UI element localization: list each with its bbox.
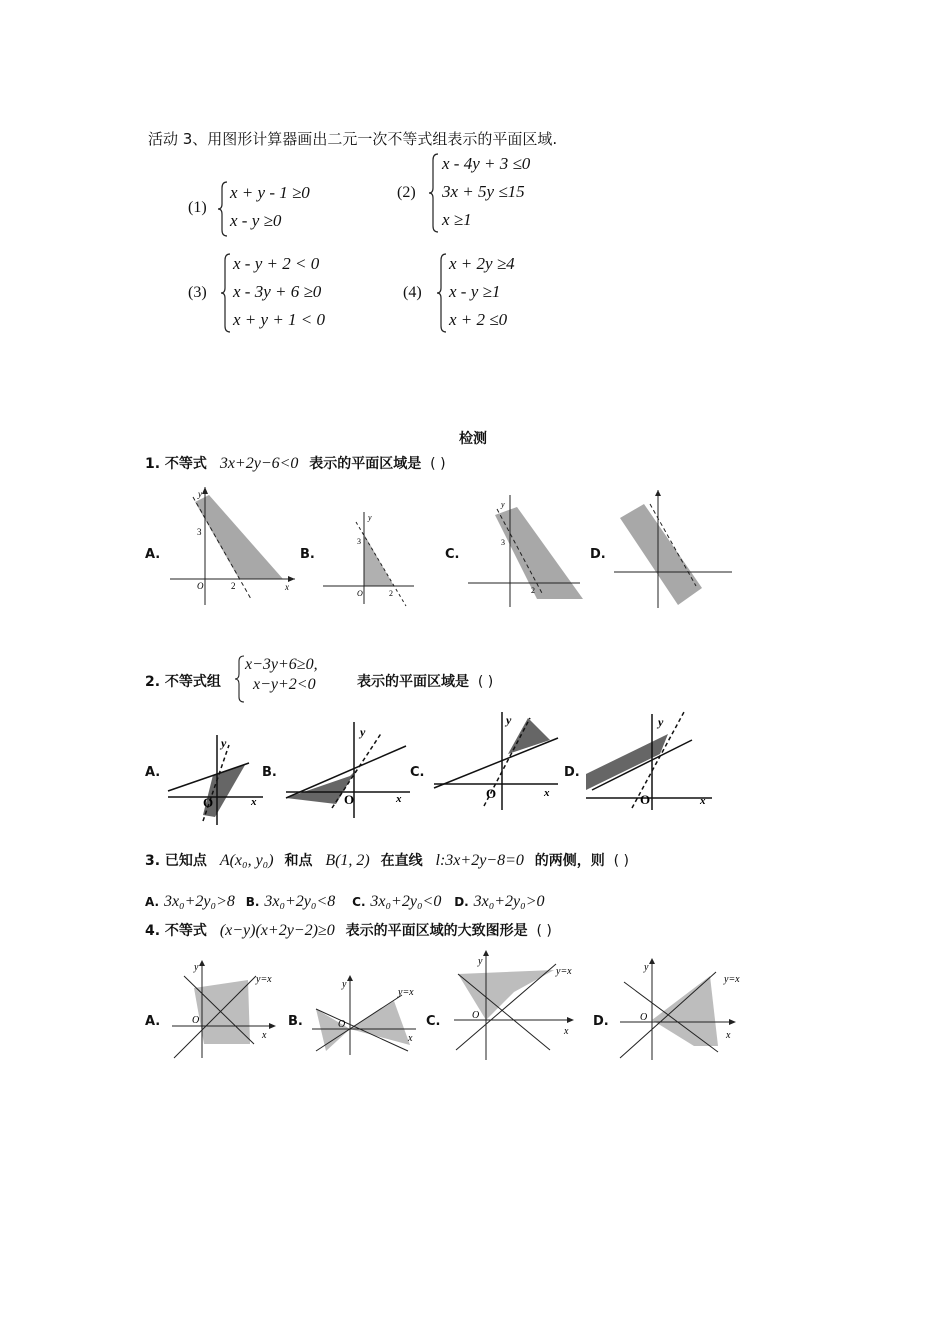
q4-graph-a: [170, 958, 280, 1060]
q3-middle2: 在直线: [380, 853, 423, 869]
q4b-x-label: x: [408, 1033, 413, 1044]
system-3-line-2: x - 3y + 6 ≥0: [233, 282, 322, 301]
q1a-x-label: x: [285, 582, 289, 592]
q4-prefix: 4. 不等式: [145, 923, 207, 939]
q2a-origin-label: O: [203, 795, 214, 810]
q3-line: l:3x+2y−8=0: [435, 852, 524, 869]
q1c-two-label: 2: [531, 586, 535, 595]
q2c-y-label: y: [506, 713, 512, 727]
q4b-yx-label: y=x: [398, 987, 414, 998]
q4a-yx-label: y=x: [256, 974, 272, 985]
q4-option-c[interactable]: C.: [426, 1014, 441, 1029]
q1b-two-label: 2: [389, 589, 393, 598]
q1-option-c[interactable]: C.: [445, 547, 460, 562]
system-4-label: (4): [403, 284, 422, 301]
q2d-x-label: x: [700, 795, 706, 807]
system-2-line-1: x - 4y + 3 ≤0: [442, 154, 531, 173]
q2-graph-a: [165, 735, 265, 825]
q4a-y-label: y: [194, 962, 199, 973]
q2a-x-label: x: [251, 796, 257, 808]
q4d-y-label: y: [644, 962, 649, 973]
question-2-suffix: [357, 671, 493, 691]
q2b-origin-label: O: [344, 792, 355, 807]
q3-choice-b[interactable]: B. 3x₀+2y₀<8: [245, 893, 336, 910]
q2-line-2: x−y+2<0: [253, 676, 316, 693]
system-3-label: (3): [188, 284, 207, 301]
q1b-y-label: y: [368, 513, 372, 522]
q4-graph-c: [452, 950, 582, 1060]
activity-intro: 活动 3、用图形计算器画出二元一次不等式组表示的平面区域.: [148, 130, 558, 148]
system-3-brace: [220, 252, 232, 334]
q4b-origin-label: O: [338, 1019, 346, 1030]
q3-prefix: 3. 已知点: [145, 853, 207, 869]
q1-option-d[interactable]: D.: [590, 547, 606, 562]
system-2-line-2: 3x + 5y ≤15: [442, 182, 525, 201]
system-4-brace: [436, 252, 448, 334]
q2-graph-d: [582, 710, 716, 810]
q1-graph-d: [612, 490, 734, 608]
q3-paren: ( ): [613, 853, 630, 869]
q3-choices: [145, 893, 545, 911]
q1c-three-label: 3: [501, 538, 505, 547]
q4b-y-label: y: [342, 979, 347, 990]
q1b-three-label: 3: [357, 537, 361, 546]
q4-suffix: 表示的平面区域的大致图形是: [345, 923, 528, 939]
question-4: [145, 920, 552, 940]
q4-option-d[interactable]: D.: [593, 1014, 609, 1029]
system-2-label: (2): [397, 184, 416, 201]
q2-option-d[interactable]: D.: [564, 765, 580, 780]
q4a-x-label: x: [262, 1030, 267, 1041]
q1-paren: ( ): [430, 456, 446, 472]
q4d-x-label: x: [726, 1030, 731, 1041]
q1-graph-c: [465, 495, 585, 607]
q2-option-b[interactable]: B.: [262, 765, 277, 780]
question-3: [145, 850, 629, 870]
q2-system: [245, 656, 318, 694]
q2c-origin-label: O: [486, 786, 497, 801]
q2b-x-label: x: [396, 793, 402, 805]
system-3-line-1: x - y + 2 < 0: [233, 254, 320, 273]
q4a-origin-label: O: [192, 1015, 200, 1026]
q3-choice-c[interactable]: C. 3x₀+2y₀<0: [352, 893, 442, 910]
test-title: 检测: [459, 431, 487, 447]
q1b-origin-label: O: [357, 589, 363, 598]
system-2-brace: [428, 152, 440, 234]
q1-option-a[interactable]: A.: [145, 547, 161, 562]
q2-option-c[interactable]: C.: [410, 765, 425, 780]
q1a-origin-label: O: [197, 581, 204, 591]
q2-option-a[interactable]: A.: [145, 765, 161, 780]
q2-paren: ( ): [477, 674, 494, 690]
q4-math: (x−y)(x+2y−2)≥0: [219, 922, 335, 939]
question-1: [145, 453, 446, 473]
q4c-yx-label: y=x: [556, 966, 572, 977]
q1a-y-label: y: [198, 489, 202, 499]
q2-suffix: 表示的平面区域是: [357, 674, 469, 690]
q4-paren: ( ): [536, 923, 552, 939]
q2a-y-label: y: [221, 736, 227, 750]
q1-graph-b: [318, 512, 418, 607]
q1c-y-label: y: [501, 500, 505, 509]
q4d-origin-label: O: [640, 1012, 648, 1023]
q2b-y-label: y: [360, 725, 366, 739]
q2-graph-b: [282, 722, 414, 818]
q2-graph-c: [430, 710, 562, 810]
q2d-y-label: y: [658, 715, 664, 729]
q3-point-b: B(1, 2): [325, 852, 370, 869]
q3-choice-a[interactable]: A. 3x₀+2y₀>8: [145, 893, 235, 910]
system-2-line-3: x ≥1: [442, 210, 472, 229]
system-1-label: (1): [188, 199, 207, 216]
q1-math: 3x+2y−6<0: [219, 455, 299, 472]
q1a-three-label: 3: [197, 527, 202, 537]
q2-prefix: 2. 不等式组: [145, 674, 221, 690]
system-4-line-2: x - y ≥1: [449, 282, 501, 301]
q4c-y-label: y: [478, 956, 483, 967]
q4c-origin-label: O: [472, 1010, 480, 1021]
q4c-x-label: x: [564, 1026, 569, 1037]
q3-middle: 和点: [284, 853, 313, 869]
q4-graph-d: [618, 958, 748, 1060]
system-3-line-3: x + y + 1 < 0: [233, 310, 326, 329]
system-1-line-2: x - y ≥0: [230, 211, 282, 230]
q3-choice-d[interactable]: D. 3x₀+2y₀>0: [454, 893, 545, 910]
q3-point-a: A(x₀, y₀): [219, 852, 274, 869]
q4d-yx-label: y=x: [724, 974, 740, 985]
q1a-two-label: 2: [231, 581, 236, 591]
q1-suffix: 表示的平面区域是: [309, 456, 422, 472]
q2d-origin-label: O: [640, 792, 651, 807]
q1-prefix: 1. 不等式: [145, 456, 207, 472]
system-1-line-1: x + y - 1 ≥0: [230, 183, 310, 202]
q2c-x-label: x: [544, 787, 550, 799]
q4-option-b[interactable]: B.: [288, 1014, 303, 1029]
q2-line-1: x−3y+6≥0,: [245, 656, 318, 673]
system-4-line-3: x + 2 ≤0: [449, 310, 508, 329]
q4-graph-b: [310, 975, 420, 1055]
q1-option-b[interactable]: B.: [300, 547, 315, 562]
system-1-brace: [217, 180, 229, 238]
q4-option-a[interactable]: A.: [145, 1014, 161, 1029]
q1-graph-a: [165, 487, 300, 607]
q3-suffix: 的两侧，则: [534, 853, 605, 869]
system-4-line-1: x + 2y ≥4: [449, 254, 515, 273]
